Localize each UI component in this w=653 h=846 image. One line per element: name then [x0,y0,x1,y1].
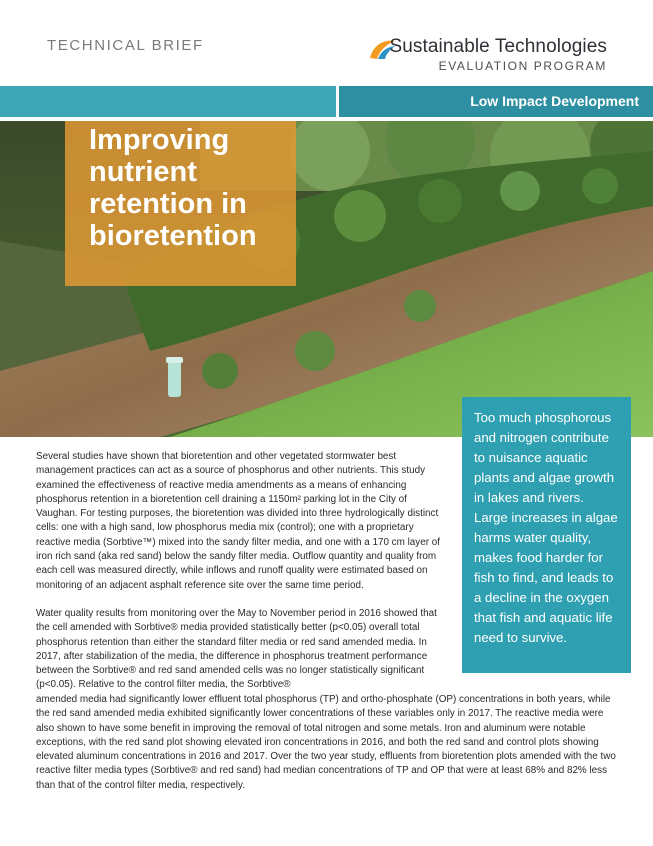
callout-box [462,397,631,673]
callout-text: Too much phosphorous and nitrogen contribute to nuisance aquatic plants and algae growth in lakes and rivers. Large increases in algae harms water quality, makes food harder for fish to find, and leads to a decline in the oxygen that fish and aquatic life need to survive. [474,410,618,645]
body-paragraph-2-wide: amended media had significantly lower effluent total phosphorus (TP) and ortho-phosphate (OP) concentrations in both years, while the red sand amended media exhibited significantly lower concentrations of these variables only in 2017. The reactive media were also shown to have some benefit in improving the removal of total nitrogen and some metals. Iron and aluminum were notable exceptions, with the red sand plot showing elevated iron concentrations in 2016, and both the red sand and control plots showing elevated aluminum concentrations in 2016 and 2017. Over the two year study, effluents from bioretention plots amended with the two reactive filter media types (Sorbtive® and red sand) had median concentrations of TP and OP that were at least 68% and 82% less than that of the control filter media, respectively. [36,694,616,791]
brand-program: EVALUATION PROGRAM [438,59,607,73]
body-paragraph-1: Several studies have shown that bioretention and other vegetated stormwater best management practices can act as a source of phosphorus and other nutrients. This study examined the effectiveness of reactive media amendments as a means of enhancing phosphorus retention in a bioretention cell draining a 1150m² parking lot in the City of Vaughan. For testing purposes, the bioretention was divided into three hydrologically distinct cells: one with a high sand, low phosphorus media mix (control); one with a proprietary reactive media (Sorbtive™) mixed into the sandy filter media, and one with a 170 cm layer of iron rich sand (aka red sand) below the sandy filter media. Outflow quantity and quality from each cell was measured directly, while inflows and runoff quality were estimated based on monitoring of an adjacent asphalt reference site over the same time period. [36,451,440,591]
header-band [0,86,336,117]
body-paragraph-2-narrow: Water quality results from monitoring over the May to November period in 2016 showed that the cell amended with Sorbtive® media provided statistically better (p<0.05) overall total phosphorus retention than either the standard filter media or red sand amended media. In 2017, after stabilization of the media, the difference in phosphorus treatment performance between the Sorbtive® and red sand amended cells was no longer statistically significant (p<0.05). Relative to the control filter media, the Sorbtive® [36,608,437,691]
section-label: Low Impact Development [470,93,639,109]
section-band [339,86,653,117]
technical-brief-eyebrow: TECHNICAL BRIEF [47,37,204,54]
page-title: Improving nutrient retention in bioretention [89,124,257,252]
brand-name: Sustainable Technologies [389,36,607,57]
brand-block [389,36,607,73]
